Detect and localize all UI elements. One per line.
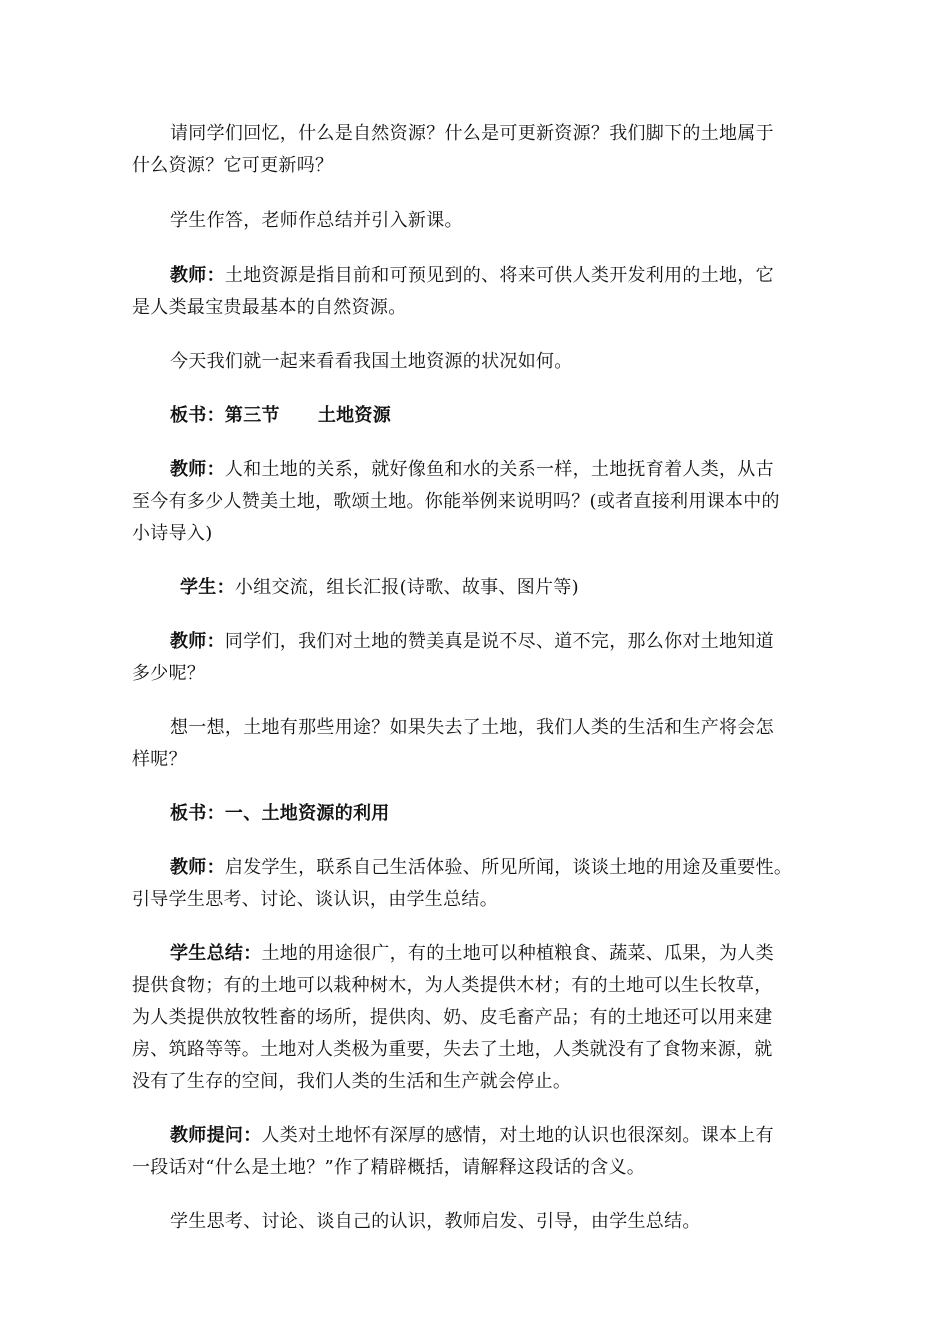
text-line: 学生思考、讨论、谈自己的认识，教师启发、引导，由学生总结。 bbox=[170, 1211, 701, 1232]
text-line: 为人类提供放牧牲畜的场所，提供肉、奶、皮毛畜产品；有的土地还可以用来建 bbox=[132, 1007, 773, 1028]
speaker-label: 教师： bbox=[170, 265, 225, 286]
speaker-label: 学生总结： bbox=[170, 943, 262, 964]
paragraph-student-answer bbox=[132, 205, 832, 237]
text-line: 房、筑路等等。土地对人类极为重要，失去了土地，人类就没有了食物来源，就 bbox=[132, 1039, 773, 1060]
text-line: 今天我们就一起来看看我国土地资源的状况如何。 bbox=[170, 351, 573, 372]
heading-text: 板书：一、土地资源的利用 bbox=[170, 803, 390, 824]
heading-part: 土地资源 bbox=[317, 405, 392, 426]
speaker-label: 教师提问： bbox=[170, 1125, 262, 1146]
text-line: 引导学生思考、讨论、谈认识，由学生总结。 bbox=[132, 889, 498, 910]
text-line: 至今有多少人赞美土地，歌颂土地。你能举例来说明吗？(或者直接利用课本中的 bbox=[132, 491, 780, 512]
text-line: 想一想，土地有那些用途？如果失去了土地，我们人类的生活和生产将会怎 bbox=[170, 717, 774, 738]
paragraph-student-summary bbox=[132, 938, 832, 1098]
text-line: 人类对土地怀有深厚的感情，对土地的认识也很深刻。课本上有 bbox=[261, 1125, 774, 1146]
board-heading-land-use bbox=[132, 798, 832, 830]
speaker-label: 教师： bbox=[170, 459, 225, 480]
paragraph-teacher-land-relation bbox=[132, 454, 832, 550]
text-line: 一段话对“什么是土地？”作了精辟概括，请解释这段话的含义。 bbox=[132, 1157, 646, 1178]
paragraph-think-uses bbox=[132, 712, 832, 776]
text-line: 土地的用途很广，有的土地可以种植粮食、蔬菜、瓜果，为人类 bbox=[261, 943, 774, 964]
paragraph-student-think bbox=[132, 1206, 832, 1238]
text-line: 多少呢？ bbox=[132, 663, 206, 684]
text-line: 土地资源是指目前和可预见到的、将来可供人类开发利用的土地，它 bbox=[224, 265, 774, 286]
text-line: 学生作答，老师作总结并引入新课。 bbox=[170, 210, 463, 231]
text-line: 样呢？ bbox=[132, 749, 187, 770]
paragraph-teacher-inspire bbox=[132, 852, 832, 916]
text-line: 请同学们回忆，什么是自然资源？什么是可更新资源？我们脚下的土地属于 bbox=[170, 123, 774, 144]
speaker-label: 学生： bbox=[180, 577, 235, 598]
text-line: 人和土地的关系，就好像鱼和水的关系一样，土地抚育着人类，从古 bbox=[224, 459, 774, 480]
text-line: 小组交流，组长汇报(诗歌、故事、图片等) bbox=[234, 577, 579, 598]
paragraph-teacher-question bbox=[132, 1120, 832, 1184]
text-line: 提供食物；有的土地可以栽种树木，为人类提供木材；有的土地可以生长牧草， bbox=[132, 975, 773, 996]
text-line: 小诗导入) bbox=[132, 523, 213, 544]
paragraph-student-group bbox=[132, 572, 832, 604]
board-heading-section-three bbox=[132, 400, 832, 432]
text-line: 没有了生存的空间，我们人类的生活和生产就会停止。 bbox=[132, 1071, 572, 1092]
paragraph-today-topic bbox=[132, 346, 832, 378]
paragraph-review-question bbox=[132, 118, 832, 182]
text-line: 启发学生，联系自己生活体验、所见所闻，谈谈土地的用途及重要性。 bbox=[224, 857, 793, 878]
text-line: 是人类最宝贵最基本的自然资源。 bbox=[132, 297, 407, 318]
text-line: 同学们，我们对土地的赞美真是说不尽、道不完，那么你对土地知道 bbox=[224, 631, 774, 652]
speaker-label: 教师： bbox=[170, 857, 225, 878]
speaker-label: 教师： bbox=[170, 631, 225, 652]
paragraph-teacher-how-much bbox=[132, 626, 832, 690]
paragraph-teacher-definition bbox=[132, 260, 832, 324]
heading-part: 板书：第三节 bbox=[170, 405, 280, 426]
text-line: 什么资源？它可更新吗？ bbox=[132, 155, 334, 176]
